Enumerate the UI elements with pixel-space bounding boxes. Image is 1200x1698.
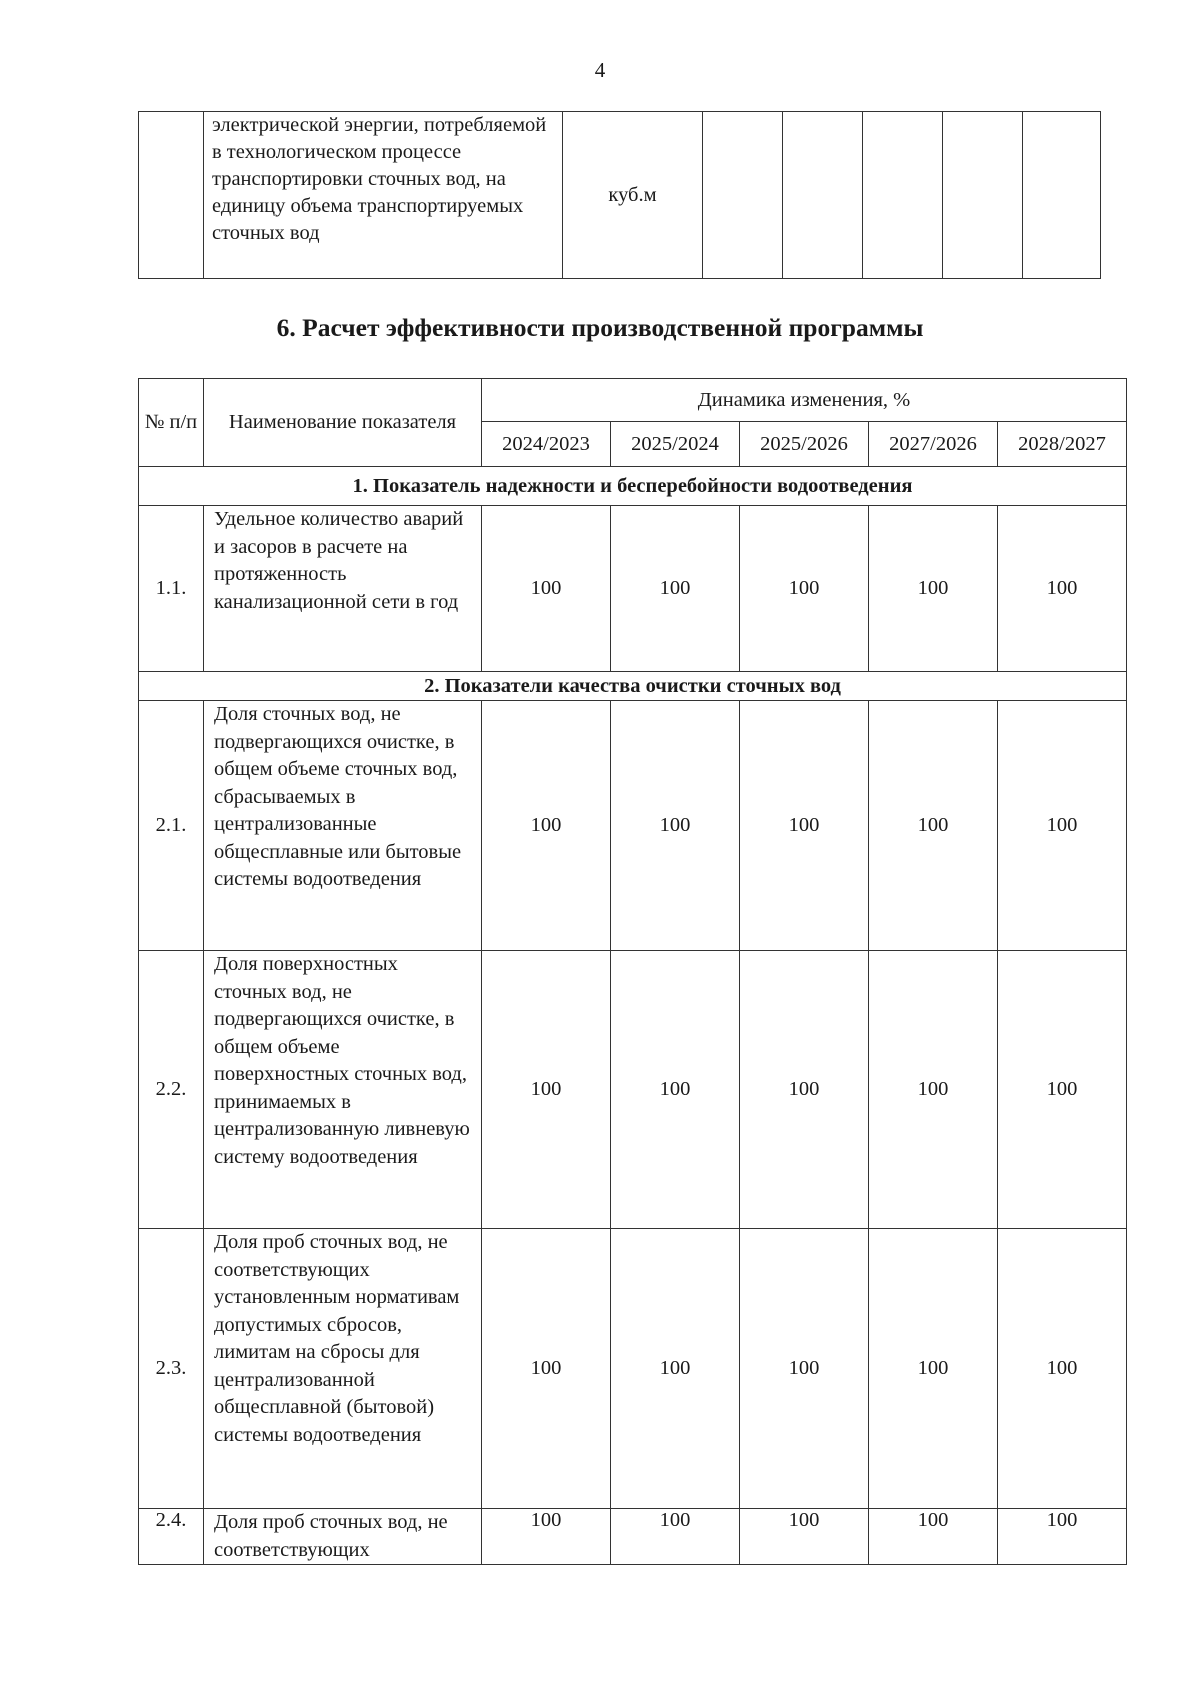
value-cell: 100 <box>998 1229 1127 1509</box>
indicator-name: электрической энергии, потребляемой в технологическом процессе транспортировки сточных вод, на единицу объема транспортируемых сточных вод <box>204 112 563 279</box>
table-row <box>139 701 1127 951</box>
value-cell: 100 <box>998 951 1127 1229</box>
value-cell: 100 <box>611 1509 740 1565</box>
value-cell: 100 <box>740 1509 869 1565</box>
value-cell: 100 <box>869 506 998 672</box>
col-header-number: № п/п <box>139 379 204 467</box>
table-row <box>139 951 1127 1229</box>
section-row <box>139 672 1127 701</box>
value-cell: 100 <box>482 1509 611 1565</box>
value-cell: 100 <box>482 1229 611 1509</box>
value-cell: 100 <box>611 1229 740 1509</box>
col-header-year: 2028/2027 <box>998 422 1127 467</box>
value-cell: 100 <box>611 701 740 951</box>
col-header-year: 2024/2023 <box>482 422 611 467</box>
row-number: 2.2. <box>139 951 204 1229</box>
efficiency-table <box>138 378 1127 1565</box>
row-number: 2.3. <box>139 1229 204 1509</box>
table-row <box>139 112 1101 279</box>
value-cell: 100 <box>482 701 611 951</box>
table-row <box>139 1229 1127 1509</box>
col-header-year: 2027/2026 <box>869 422 998 467</box>
indicator-name: Доля сточных вод, не подвергающихся очистке, в общем объеме сточных вод, сбрасываемых в централизованные общесплавные или бытовые системы водоотведения <box>204 701 482 951</box>
row-number: 1.1. <box>139 506 204 672</box>
value-cell: 100 <box>740 506 869 672</box>
empty-cell <box>783 112 863 279</box>
value-cell: 100 <box>740 1229 869 1509</box>
value-cell: 100 <box>740 701 869 951</box>
section-title: 6. Расчет эффективности производственной программы <box>276 313 924 342</box>
empty-cell <box>943 112 1023 279</box>
empty-cell <box>703 112 783 279</box>
value-cell: 100 <box>611 506 740 672</box>
value-cell: 100 <box>998 506 1127 672</box>
empty-cell <box>863 112 943 279</box>
col-header-year: 2025/2026 <box>740 422 869 467</box>
section-title-2: 2. Показатели качества очистки сточных вод <box>139 672 1127 701</box>
value-cell: 100 <box>482 951 611 1229</box>
value-cell: 100 <box>482 506 611 672</box>
header-row <box>139 379 1127 422</box>
table-row <box>139 1509 1127 1565</box>
continuation-table <box>138 111 1101 279</box>
value-cell: 100 <box>998 701 1127 951</box>
col-header-name: Наименование показателя <box>204 379 482 467</box>
indicator-name: Удельное количество аварий и засоров в расчете на протяженность канализационной сети в год <box>204 506 482 672</box>
value-cell: 100 <box>869 701 998 951</box>
section-row <box>139 467 1127 506</box>
value-cell: 100 <box>869 951 998 1229</box>
col-header-year: 2025/2024 <box>611 422 740 467</box>
empty-cell <box>139 112 204 279</box>
empty-cell <box>1023 112 1101 279</box>
col-header-dynamics: Динамика изменения, % <box>482 379 1127 422</box>
value-cell: 100 <box>740 951 869 1229</box>
row-number: 2.1. <box>139 701 204 951</box>
indicator-name: Доля проб сточных вод, не соответствующих установленным нормативам допустимых сбросов, лимитам на сбросы для централизованной общесплавной (бытовой) системы водоотведения <box>204 1229 482 1509</box>
value-cell: 100 <box>611 951 740 1229</box>
page-number: 4 <box>594 58 606 82</box>
value-cell: 100 <box>869 1509 998 1565</box>
value-cell: 100 <box>998 1509 1127 1565</box>
indicator-name: Доля поверхностных сточных вод, не подвергающихся очистке, в общем объеме поверхностных сточных вод, принимаемых в централизованную ливневую систему водоотведения <box>204 951 482 1229</box>
table-row <box>139 506 1127 672</box>
value-cell: 100 <box>869 1229 998 1509</box>
section-title-1: 1. Показатель надежности и бесперебойности водоотведения <box>139 467 1127 506</box>
row-number: 2.4. <box>139 1509 204 1565</box>
unit-cell: куб.м <box>563 112 703 279</box>
indicator-name: Доля проб сточных вод, не соответствующих <box>204 1509 482 1565</box>
